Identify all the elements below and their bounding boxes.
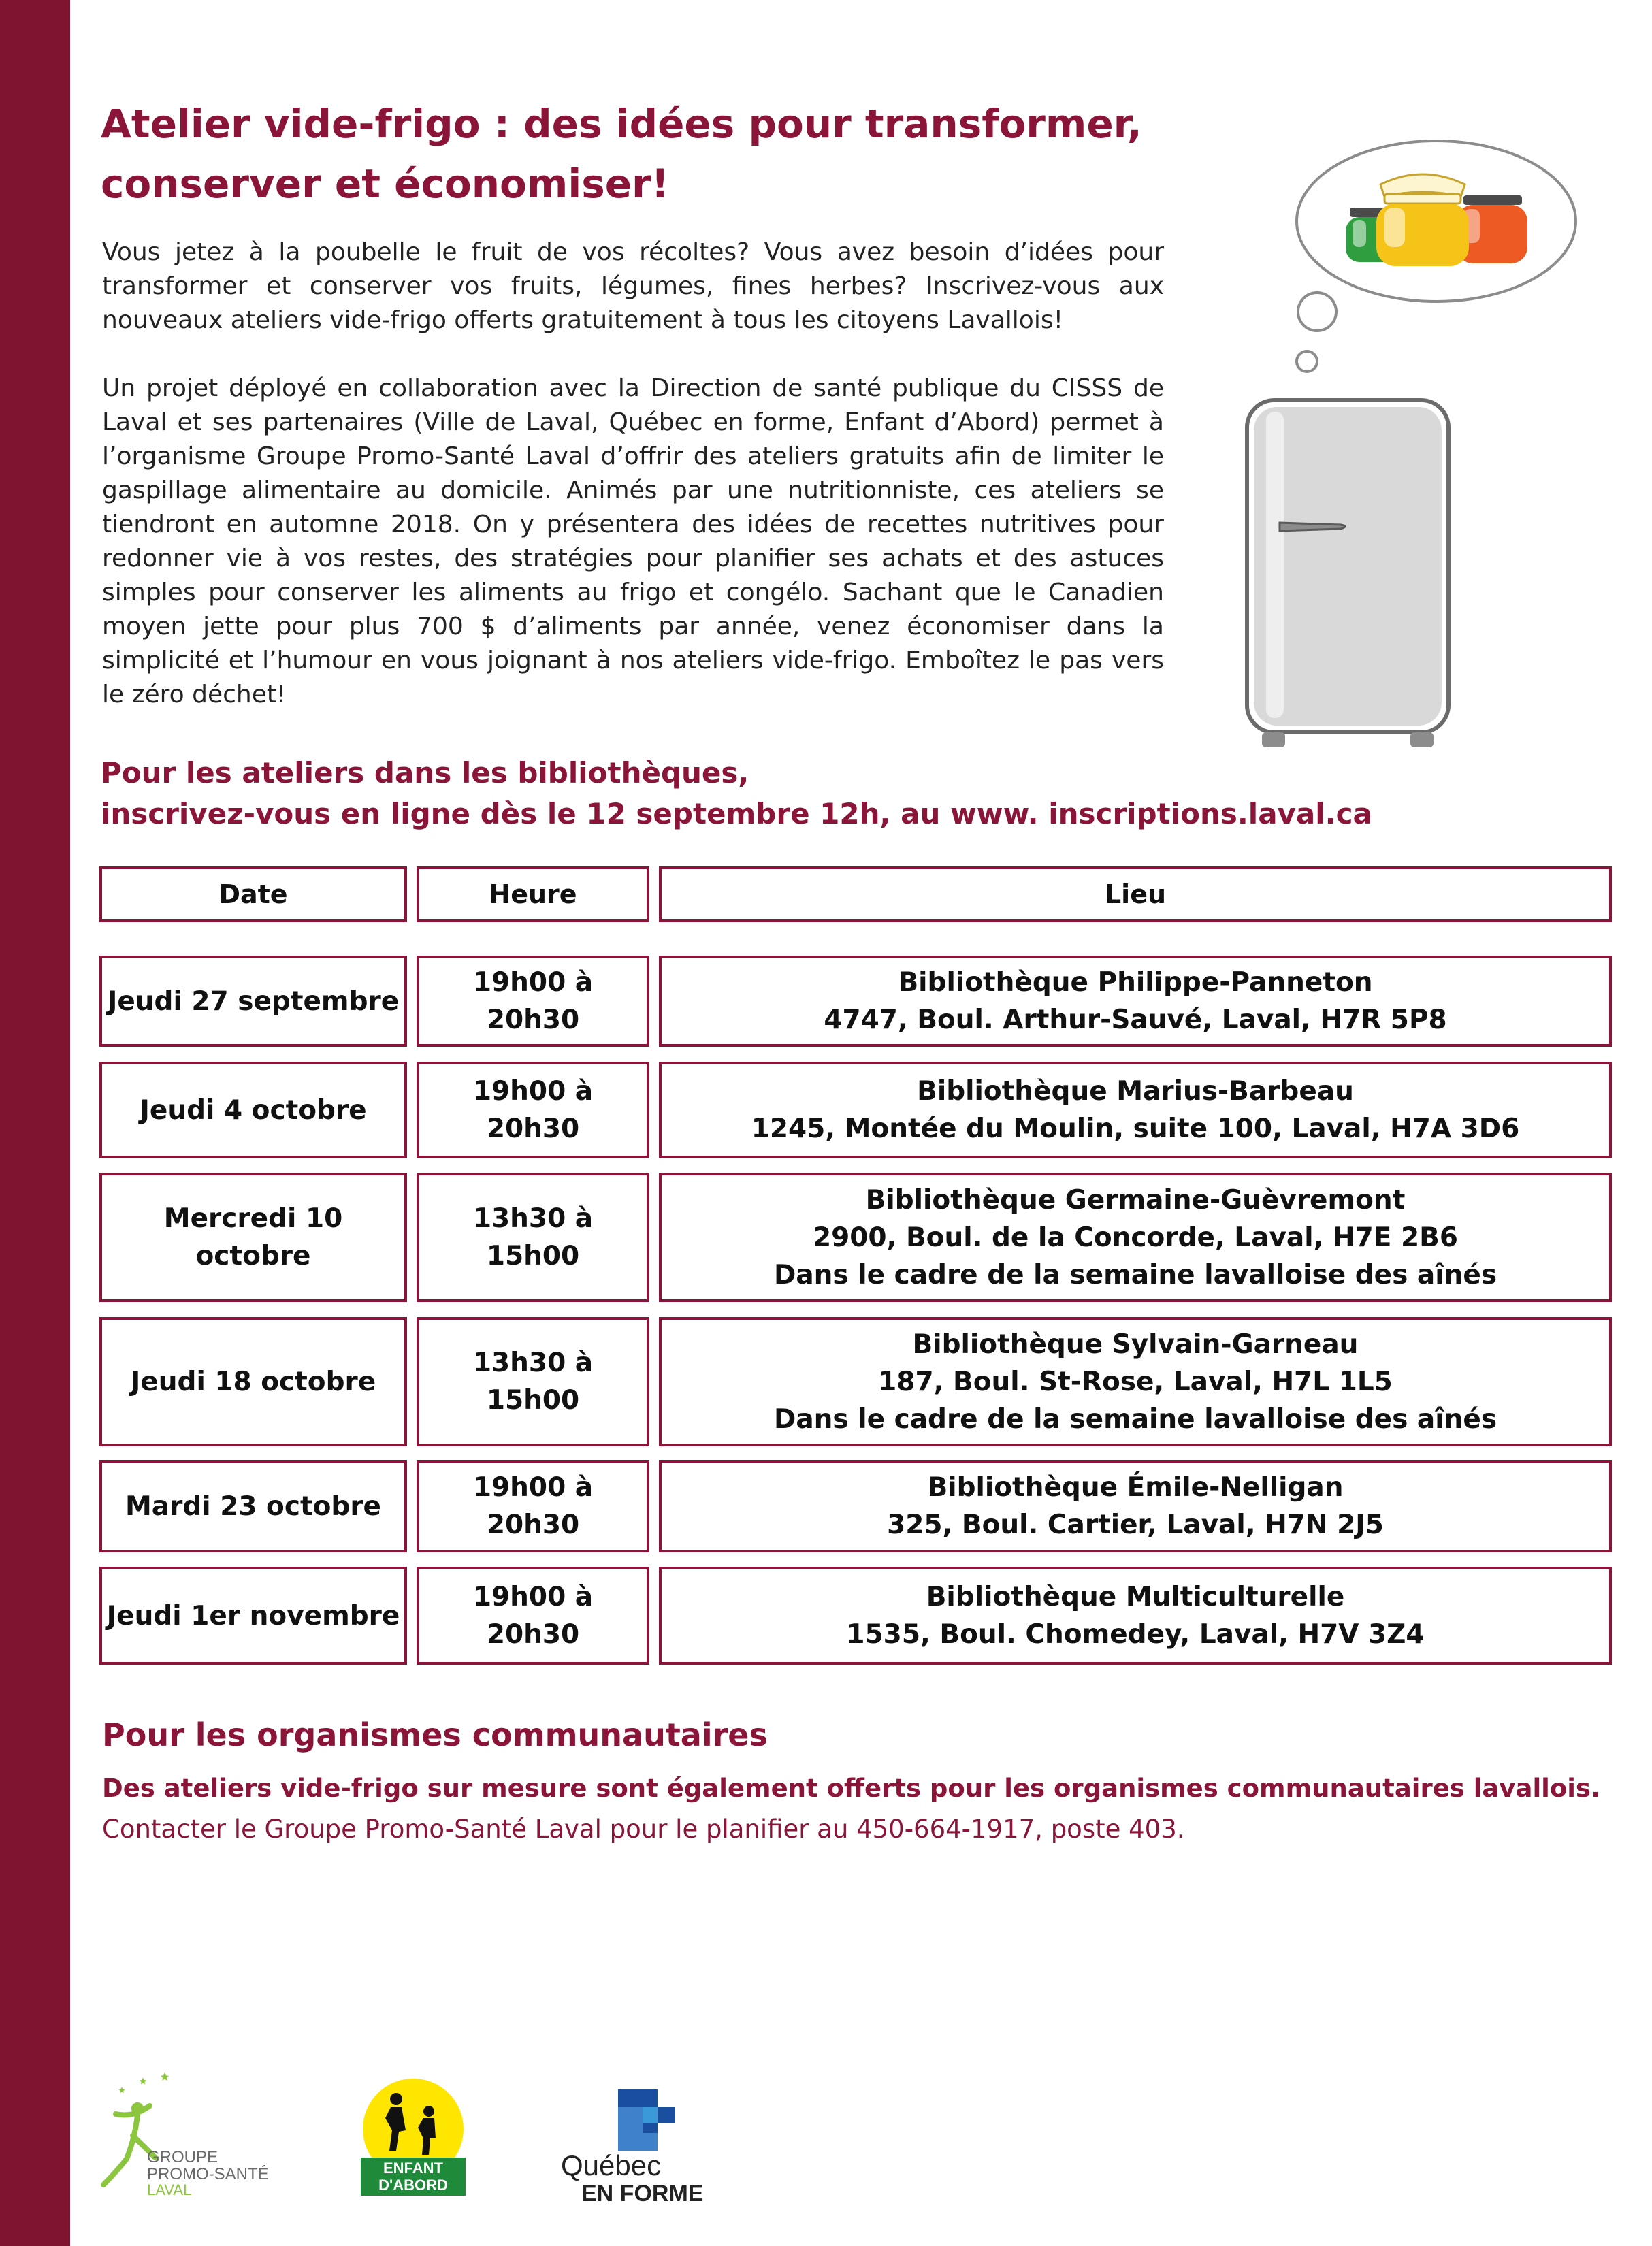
- intro-paragraph-2: Un projet déployé en collaboration avec la Direction de santé publique du CISSS de Laval et ses partenaires (Ville de Laval, Québec en forme, Enfant d’Abord) permet à l’organisme Groupe Promo-Santé Laval d’offrir des ateliers gratuits afin de limiter le gaspillage alimentaire au domicile. Animés par une nutritionniste, ces ateliers se tiendront en automne 2018. On y présentera des idées de recettes nutritives pour redonner vie à vos restes, des stratégies pour planifier ses achats et des astuces simples pour conserver les aliments au frigo et congélo. Sachant que le Canadien moyen jette pour plus 700 $ d’aliments par année, venez économiser dans la simplicité et l’humour en vous joignant à nos ateliers vide-frigo. Emboîtez le pas vers le zéro déchet!: [102, 374, 1164, 709]
- row-date: Jeudi 4 octobre: [99, 1062, 407, 1158]
- community-heading: Pour les organismes communautaires: [102, 1716, 768, 1753]
- left-color-band: [0, 0, 70, 2246]
- gps-logo-line-2: PROMO-SANTÉ: [147, 2165, 269, 2183]
- row-time: 19h00 à 20h30: [417, 1567, 649, 1665]
- row-time: 19h00 à 20h30: [417, 1460, 649, 1552]
- row-time: 19h00 à 20h30: [417, 956, 649, 1047]
- fridge-illustration: [1239, 140, 1593, 766]
- row-place: Bibliothèque Marius-Barbeau 1245, Montée du Moulin, suite 100, Laval, H7A 3D6: [659, 1062, 1612, 1158]
- title-line-2: conserver et économiser!: [101, 161, 670, 207]
- community-contact-text: Contacter le Groupe Promo-Santé Laval pour le planifier au 450-664-1917, poste 403.: [102, 1814, 1185, 1844]
- libraries-heading: [101, 753, 1394, 834]
- community-offer-text: Des ateliers vide-frigo sur mesure sont également offerts pour les organismes communautaires lavallois.: [102, 1774, 1600, 1803]
- header-date: Date: [99, 866, 407, 922]
- row-time: 13h30 à 15h00: [417, 1317, 649, 1446]
- row-date: Jeudi 27 septembre: [99, 956, 407, 1047]
- row-place: Bibliothèque Sylvain-Garneau 187, Boul. St-Rose, Laval, H7L 1L5 Dans le cadre de la semaine lavalloise des aînés: [659, 1317, 1612, 1446]
- libraries-heading-line-1: Pour les ateliers dans les bibliothèques,: [101, 756, 749, 790]
- enfant-dabord-logo: [349, 2076, 478, 2198]
- page-title: [101, 94, 1258, 214]
- row-date: Mercredi 10 octobre: [99, 1173, 407, 1302]
- row-date: Jeudi 18 octobre: [99, 1317, 407, 1446]
- row-time: 13h30 à 15h00: [417, 1173, 649, 1302]
- row-place: Bibliothèque Émile-Nelligan 325, Boul. Cartier, Laval, H7N 2J5: [659, 1460, 1612, 1552]
- gps-logo-line-1: GROUPE: [147, 2148, 218, 2166]
- enfant-logo-line-2: D'ABORD: [378, 2177, 448, 2194]
- groupe-promo-sante-logo: [95, 2070, 299, 2200]
- qef-logo-line-2: EN FORME: [581, 2181, 704, 2205]
- qef-logo-line-1: Québec: [561, 2149, 662, 2181]
- header-place: Lieu: [659, 866, 1612, 922]
- row-date: Jeudi 1er novembre: [99, 1567, 407, 1665]
- intro-text: [102, 235, 1164, 746]
- row-place: Bibliothèque Multiculturelle 1535, Boul. Chomedey, Laval, H7V 3Z4: [659, 1567, 1612, 1665]
- header-time: Heure: [417, 866, 649, 922]
- q-logo-icon: [618, 2089, 675, 2151]
- gps-logo-line-3: LAVAL: [147, 2181, 192, 2198]
- enfant-logo-line-1: ENFANT: [383, 2160, 443, 2177]
- fridge-icon: [1247, 400, 1448, 747]
- intro-paragraph-1: Vous jetez à la poubelle le fruit de vos récoltes? Vous avez besoin d’idées pour transformer et conserver vos fruits, légumes, fines herbes? Inscrivez-vous aux nouveaux ateliers vide-frigo offerts gratuitement à tous les citoyens Lavallois!: [102, 238, 1164, 334]
- row-place: Bibliothèque Germaine-Guèvremont 2900, Boul. de la Concorde, Laval, H7E 2B6 Dans le cadre de la semaine lavalloise des aînés: [659, 1173, 1612, 1302]
- libraries-heading-line-2: inscrivez-vous en ligne dès le 12 septembre 12h, au www. inscriptions.laval.ca: [101, 797, 1372, 830]
- title-line-1: Atelier vide-frigo : des idées pour transformer,: [101, 101, 1142, 147]
- row-place: Bibliothèque Philippe-Panneton 4747, Boul. Arthur-Sauvé, Laval, H7R 5P8: [659, 956, 1612, 1047]
- quebec-en-forme-logo: [555, 2083, 705, 2205]
- row-time: 19h00 à 20h30: [417, 1062, 649, 1158]
- row-date: Mardi 23 octobre: [99, 1460, 407, 1552]
